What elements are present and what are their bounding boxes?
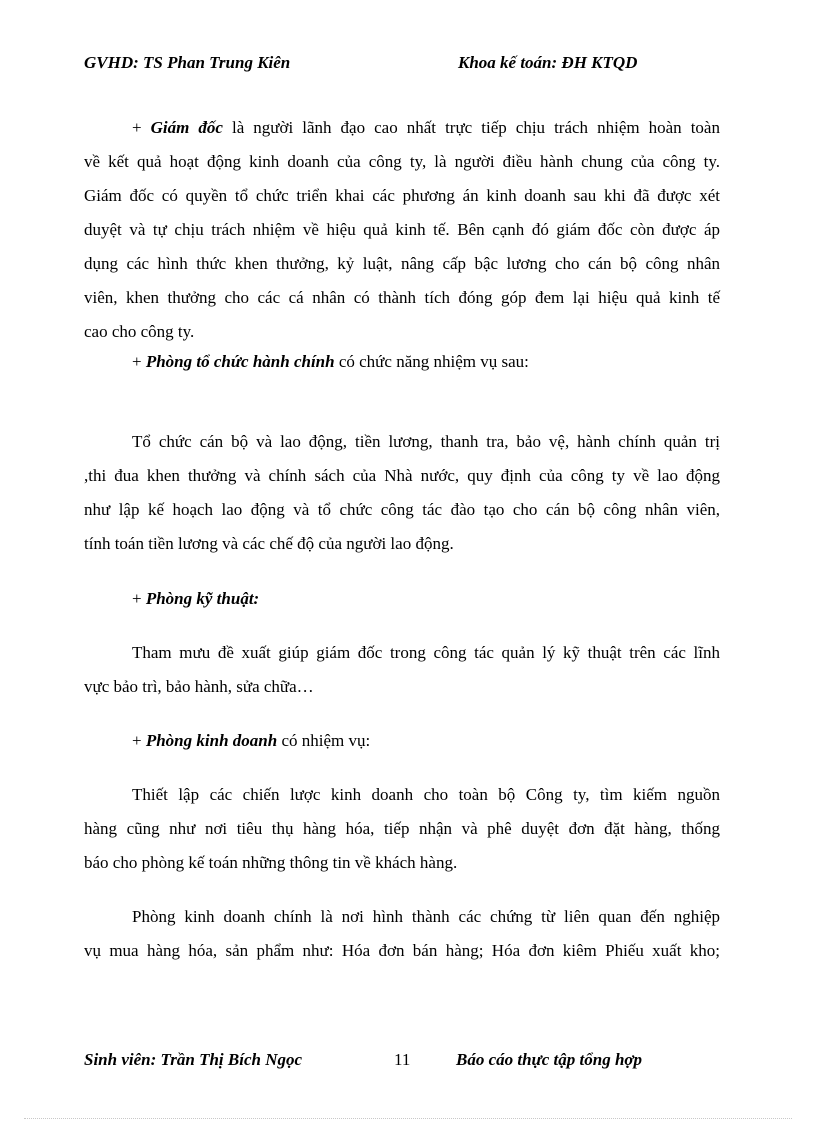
heading-phong-ky-thuat [84, 582, 720, 616]
bullet-prefix: + [132, 731, 146, 750]
paragraph-line: Phòng kinh doanh chính là nơi hình thành các chứng từ liên quan đến nghiệp [132, 907, 720, 926]
term-phong-ky-thuat: Phòng kỹ thuật: [145, 589, 260, 608]
footer-student: Sinh viên: Trần Thị Bích Ngọc [84, 1050, 303, 1069]
paragraph-line: duyệt và tự chịu trách nhiệm về hiệu quả kinh tế. Bên cạnh đó giám đốc còn được áp [84, 220, 720, 239]
header-instructor: GVHD: TS Phan Trung Kiên [84, 53, 291, 72]
paragraph-kinh-doanh-documents [84, 900, 720, 968]
bullet-prefix: + [132, 589, 146, 608]
paragraph-line: vực bảo trì, bảo hành, sửa chữa… [84, 677, 314, 696]
paragraph-to-chuc-duties [84, 425, 720, 561]
paragraph-line: viên, khen thưởng cho các cá nhân có thành tích đóng góp đem lại hiệu quả kinh tế [84, 288, 720, 307]
paragraph-line: báo cho phòng kế toán những thông tin về khách hàng. [84, 853, 458, 872]
term-giam-doc: Giám đốc [150, 118, 223, 137]
page-edge-divider [24, 1118, 792, 1119]
paragraph-line: tính toán tiền lương và các chế độ của người lao động. [84, 534, 454, 553]
footer-report-title: Báo cáo thực tập tổng hợp [456, 1050, 643, 1069]
paragraph-line: ,thi đua khen thưởng và chính sách của Nhà nước, quy định của công ty về lao động [84, 466, 720, 485]
line-text: là người lãnh đạo cao nhất trực tiếp chịu trách nhiệm hoàn toàn [222, 118, 720, 137]
term-phong-to-chuc: Phòng tổ chức hành chính [145, 352, 335, 371]
paragraph-ky-thuat-duties [84, 636, 720, 704]
bullet-prefix: + [132, 118, 151, 137]
heading-phong-kinh-doanh [84, 724, 720, 758]
paragraph-line: Tham mưu đề xuất giúp giám đốc trong công tác quản lý kỹ thuật trên các lĩnh [132, 643, 720, 662]
term-phong-kinh-doanh: Phòng kinh doanh [145, 731, 278, 750]
paragraph-line: Thiết lập các chiến lược kinh doanh cho toàn bộ Công ty, tìm kiếm nguồn [132, 785, 720, 804]
paragraph-line: Giám đốc có quyền tổ chức triển khai các phương án kinh doanh sau khi đã được xét [84, 186, 720, 205]
paragraph-kinh-doanh-duties [84, 778, 720, 880]
heading-suffix: có chức năng nhiệm vụ sau: [334, 352, 529, 371]
page-number: 11 [394, 1050, 411, 1069]
paragraph-line [84, 111, 720, 145]
bullet-prefix: + [132, 352, 146, 371]
paragraph-line: cao cho công ty. [84, 322, 195, 341]
heading-phong-to-chuc [84, 345, 720, 379]
paragraph-line: hàng cũng như nơi tiêu thụ hàng hóa, tiếp nhận và phê duyệt đơn đặt hàng, thống [84, 819, 720, 838]
paragraph-line: dụng các hình thức khen thưởng, kỷ luật, nâng cấp bậc lương cho cán bộ công nhân [84, 254, 720, 273]
paragraph-line: vụ mua hàng hóa, sản phẩm như: Hóa đơn bán hàng; Hóa đơn kiêm Phiếu xuất kho; [84, 941, 720, 960]
paragraph-line: như lập kế hoạch lao động và tổ chức công tác đào tạo cho cán bộ công nhân viên, [84, 500, 720, 519]
paragraph-giam-doc [84, 111, 720, 349]
paragraph-line: Tổ chức cán bộ và lao động, tiền lương, thanh tra, bảo vệ, hành chính quản trị [132, 432, 720, 451]
paragraph-line: về kết quả hoạt động kinh doanh của công ty, là người điều hành chung của công ty. [84, 152, 720, 171]
heading-suffix: có nhiệm vụ: [277, 731, 371, 750]
header-faculty: Khoa kế toán: ĐH KTQD [458, 53, 638, 72]
